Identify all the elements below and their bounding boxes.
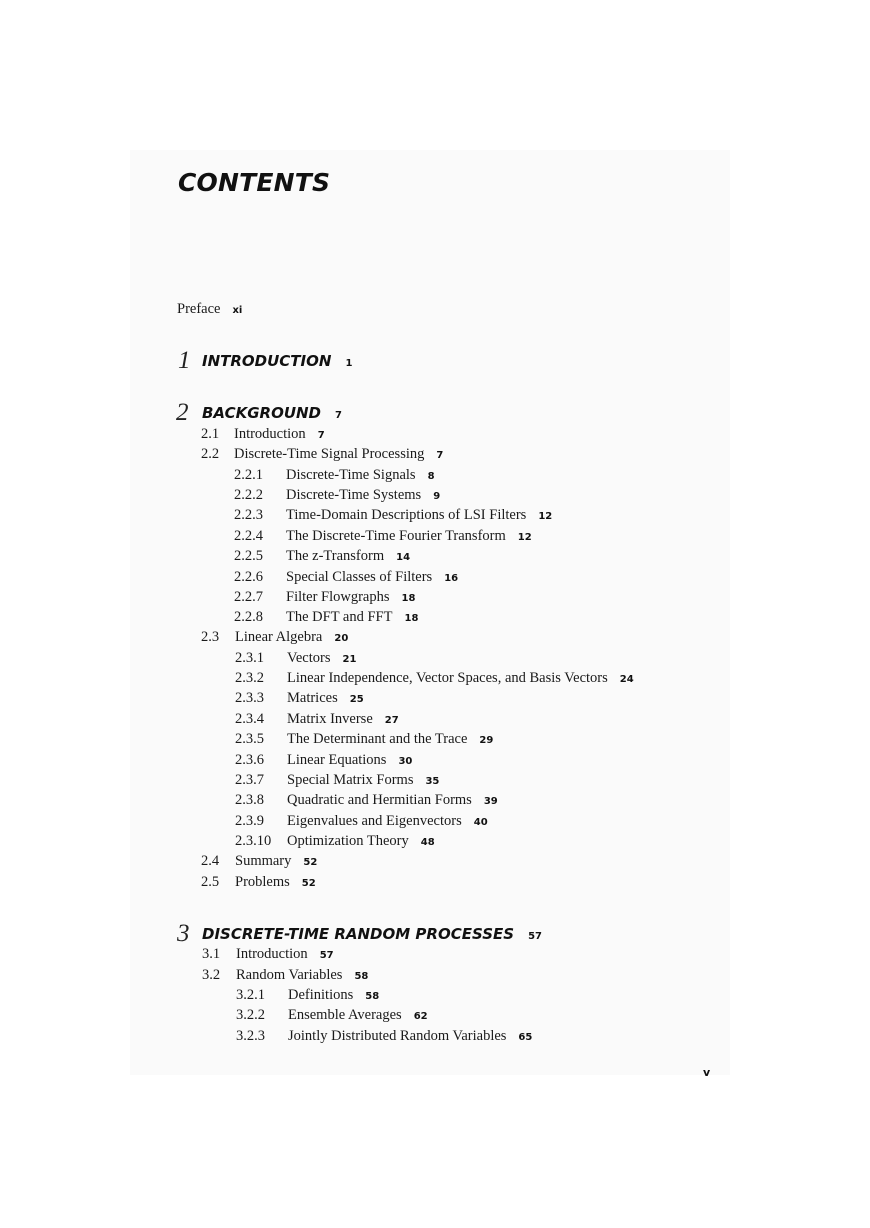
subsection-number: 2.3.9 [235,813,264,829]
chapter-number: 3 [177,920,190,947]
page-number: 7 [335,410,342,421]
section-number: 2.2 [201,446,220,462]
subsection-entry [235,690,364,707]
page-number: 9 [433,491,441,502]
subsection-title: Eigenvalues and Eigenvectors [287,813,462,829]
subsection-entry [235,813,488,830]
subsection-title: Discrete-Time Systems [286,487,422,503]
subsection-entry [236,1007,428,1024]
subsection-title: Matrices [287,690,338,706]
page-number: 24 [619,674,634,685]
page-number: 27 [384,715,399,726]
subsection-number: 2.3.4 [235,711,264,727]
chapter-number: 2 [176,399,189,426]
subsection-title: Optimization Theory [287,833,409,849]
page-number: 58 [354,971,369,982]
page-number: 8 [427,471,435,482]
page-number: 14 [396,552,411,563]
subsection-entry [234,487,440,504]
section-title: Introduction [236,946,308,962]
page-number: 39 [483,796,498,807]
subsection-entry [234,609,418,626]
page-number: 25 [349,694,364,705]
subsection-title: Special Matrix Forms [287,772,414,788]
section-title: Summary [235,853,292,869]
page-number: 48 [420,837,435,848]
page-number: 16 [444,573,459,584]
subsection-number: 2.3.7 [235,772,264,788]
subsection-number: 2.2.4 [234,528,263,544]
subsection-number: 2.2.7 [234,589,263,605]
chapter-title-text: DISCRETE-TIME RANDOM PROCESSES [202,925,515,943]
section-entry [201,629,348,646]
subsection-title: The z-Transform [286,548,385,564]
subsection-title: Definitions [288,987,354,1003]
subsection-number: 2.2.1 [234,467,263,483]
section-number: 2.4 [201,853,220,869]
section-title: Linear Algebra [235,629,323,645]
section-number: 3.1 [202,946,221,962]
chapter-number: 1 [178,347,191,374]
subsection-entry [234,548,410,565]
page-number: 18 [401,593,416,604]
page-number: 57 [528,931,543,942]
subsection-number: 2.3.1 [235,650,264,666]
subsection-title: Matrix Inverse [287,711,373,727]
subsection-entry [234,569,458,586]
section-title: Introduction [234,426,306,442]
chapter-title-text: BACKGROUND [202,404,322,422]
page-number: 20 [334,633,349,644]
subsection-number: 2.3.10 [235,833,272,849]
page-number: 21 [342,654,357,665]
page-number: 7 [317,430,325,441]
subsection-title: Vectors [287,650,331,666]
subsection-entry [234,507,552,524]
section-entry [201,853,317,870]
subsection-title: The DFT and FFT [286,609,393,625]
subsection-entry [235,731,493,748]
page-number: 57 [319,950,334,961]
section-entry [202,946,334,963]
subsection-number: 2.2.2 [234,487,263,503]
section-entry [201,426,325,443]
subsection-number: 3.2.2 [236,1007,265,1023]
page-number: 18 [404,613,419,624]
subsection-entry [236,1028,532,1045]
page-number: xi [232,305,243,316]
subsection-title: Quadratic and Hermitian Forms [287,792,472,808]
subsection-title: Filter Flowgraphs [286,589,390,605]
page-number: 1 [345,358,353,369]
section-entry [202,967,368,984]
section-number: 2.3 [201,629,220,645]
subsection-entry [235,650,356,667]
section-title: Problems [235,874,290,890]
subsection-entry [235,711,399,728]
page-number: 65 [518,1032,533,1043]
page-number: 52 [303,857,318,868]
page-number: 30 [398,756,413,767]
subsection-entry [235,833,435,850]
preface-entry [177,301,242,318]
page-number: 62 [413,1011,428,1022]
subsection-entry [236,987,379,1004]
subsection-number: 2.3.6 [235,752,264,768]
subsection-number: 2.3.3 [235,690,264,706]
chapter-title [202,925,542,943]
subsection-entry [234,528,532,545]
subsection-title: The Discrete-Time Fourier Transform [286,528,506,544]
subsection-number: 3.2.1 [236,987,265,1003]
page-number: 29 [479,735,494,746]
page-number: 7 [436,450,444,461]
subsection-number: 2.2.8 [234,609,263,625]
subsection-title: Jointly Distributed Random Variables [288,1028,507,1044]
page-number: 52 [301,878,316,889]
page-number: 58 [365,991,380,1002]
subsection-title: Linear Equations [287,752,387,768]
section-title: Random Variables [236,967,343,983]
subsection-entry [235,670,634,687]
subsection-title: Ensemble Averages [288,1007,402,1023]
page-number: 12 [538,511,553,522]
section-number: 2.1 [201,426,220,442]
contents-heading: CONTENTS [178,168,331,197]
section-number: 2.5 [201,874,220,890]
subsection-number: 2.2.3 [234,507,263,523]
subsection-entry [235,772,439,789]
chapter-title [202,352,352,370]
subsection-title: The Determinant and the Trace [287,731,468,747]
subsection-title: Time-Domain Descriptions of LSI Filters [286,507,527,523]
section-title: Discrete-Time Signal Processing [234,446,425,462]
page-footer-numeral: v [703,1066,711,1079]
page-number: 35 [425,776,440,787]
subsection-title: Discrete-Time Signals [286,467,416,483]
subsection-entry [235,792,498,809]
subsection-number: 2.2.6 [234,569,263,585]
subsection-number: 2.3.8 [235,792,264,808]
subsection-entry [234,589,415,606]
subsection-number: 2.3.5 [235,731,264,747]
section-entry [201,446,443,463]
page-number: 40 [473,817,488,828]
subsection-number: 3.2.3 [236,1028,265,1044]
preface-label: Preface [177,301,221,317]
section-number: 3.2 [202,967,221,983]
subsection-entry [235,752,412,769]
subsection-title: Linear Independence, Vector Spaces, and Basis Vectors [287,670,608,686]
chapter-title-text: INTRODUCTION [202,352,332,370]
subsection-entry [234,467,435,484]
subsection-title: Special Classes of Filters [286,569,433,585]
subsection-number: 2.2.5 [234,548,263,564]
subsection-number: 2.3.2 [235,670,264,686]
chapter-title [202,404,342,422]
section-entry [201,874,316,891]
page-number: 12 [517,532,532,543]
